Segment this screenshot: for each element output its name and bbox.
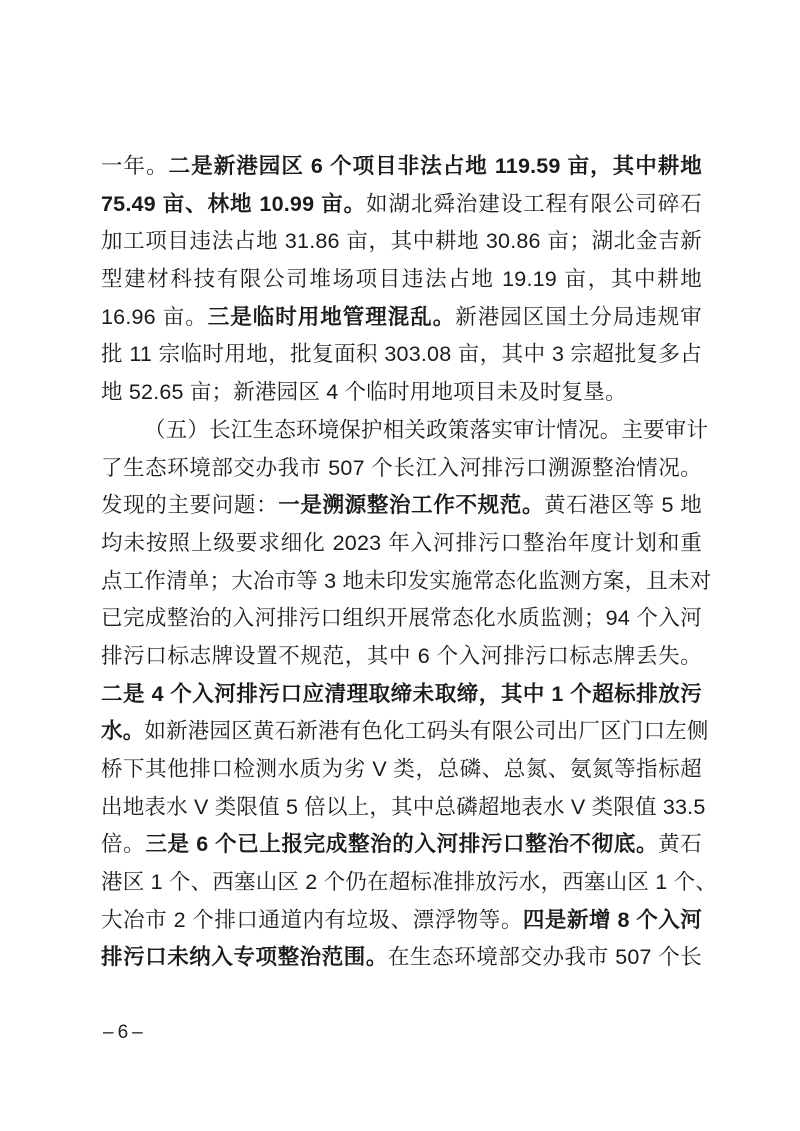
text-run: 点工作清单；大冶市等 3 地未印发实施常态化监测方案，且未对 xyxy=(101,568,712,593)
text-run-bold: 水。 xyxy=(101,719,145,744)
text-line xyxy=(101,261,702,299)
text-line xyxy=(101,939,702,977)
text-run-bold: 排污口未纳入专项整治范围。 xyxy=(101,945,388,970)
text-line xyxy=(101,676,702,714)
text-run: 大冶市 2 个排口通道内有垃圾、漂浮物等。 xyxy=(101,907,523,932)
text-line xyxy=(101,374,702,412)
text-run: 批 11 宗临时用地，批复面积 303.08 亩，其中 3 宗超批复多占 xyxy=(101,342,702,367)
text-line xyxy=(101,450,702,488)
text-line xyxy=(101,864,718,902)
text-run: 16.96 亩。 xyxy=(101,304,208,329)
text-run: 桥下其他排口检测水质为劣 V 类，总磷、总氮、氨氮等指标超 xyxy=(101,757,702,781)
text-line xyxy=(101,789,706,827)
text-run: 加工项目违法占地 31.86 亩，其中耕地 30.86 亩；湖北金吉新 xyxy=(101,229,702,254)
text-line xyxy=(101,336,702,374)
text-run: 在生态环境部交办我市 507 个长 xyxy=(387,945,702,970)
text-run: 如湖北舜治建设工程有限公司碎石 xyxy=(366,191,702,216)
text-line xyxy=(101,826,702,864)
text-line xyxy=(101,638,702,676)
text-run-bold: 一是溯源整治工作不规范。 xyxy=(278,493,545,518)
document-body xyxy=(101,148,718,977)
text-line xyxy=(101,563,712,601)
text-line xyxy=(101,713,709,751)
text-line xyxy=(101,600,702,638)
text-line xyxy=(101,223,702,261)
text-run-bold: 二是 4 个入河排污口应清理取缔未取缔，其中 1 个超标排放污 xyxy=(101,681,702,706)
text-line xyxy=(101,751,702,789)
text-run: 倍。 xyxy=(101,832,146,857)
page-number: –6– xyxy=(103,1022,147,1043)
text-run: 黄石 xyxy=(658,832,702,857)
text-run: 了生态环境部交办我市 507 个长江入河排污口溯源整治情况。 xyxy=(101,455,702,480)
text-run: 已完成整治的入河排污口组织开展常态化水质监测；94 个入河 xyxy=(101,606,702,631)
text-line xyxy=(101,902,702,940)
text-line xyxy=(101,148,702,186)
text-run: 港区 1 个、西塞山区 2 个仍在超标准排放污水，西塞山区 1 个、 xyxy=(101,870,718,895)
text-run-bold: 三是临时用地管理混乱。 xyxy=(207,304,456,329)
text-run: 地 52.65 亩；新港园区 4 个临时用地项目未及时复垦。 xyxy=(101,380,627,405)
text-line xyxy=(101,412,709,450)
text-run-bold: 三是 6 个已上报完成整治的入河排污口整治不彻底。 xyxy=(145,832,659,857)
text-run: 如新港园区黄石新港有色化工码头有限公司出厂区门口左侧 xyxy=(144,719,709,744)
text-line xyxy=(101,299,702,337)
text-run: 出地表水 V 类限值 5 倍以上，其中总磷超地表水 V 类限值 33.5 xyxy=(101,794,706,819)
text-run: 新港园区国土分局违规审 xyxy=(455,304,702,329)
text-run: 排污口标志牌设置不规范，其中 6 个入河排污口标志牌丢失。 xyxy=(101,643,702,668)
text-run: 黄石港区等 5 地 xyxy=(544,493,702,518)
text-run: 均未按照上级要求细化 2023 年入河排污口整治年度计划和重 xyxy=(101,530,702,555)
text-run-bold: 四是新增 8 个入河 xyxy=(522,907,703,932)
text-run: 一年。 xyxy=(101,154,169,178)
text-run-bold: 二是新港园区 6 个项目非法占地 119.59 亩，其中耕地 xyxy=(168,154,702,178)
text-run: （五）长江生态环境保护相关政策落实审计情况。主要审计 xyxy=(144,417,709,442)
text-line xyxy=(101,487,702,525)
text-run: 型建材科技有限公司堆场项目违法占地 19.19 亩，其中耕地 xyxy=(101,267,702,292)
text-run-bold: 75.49 亩、林地 10.99 亩。 xyxy=(101,191,367,216)
text-line xyxy=(101,525,702,563)
text-line xyxy=(101,186,702,224)
text-run: 发现的主要问题： xyxy=(101,493,279,518)
